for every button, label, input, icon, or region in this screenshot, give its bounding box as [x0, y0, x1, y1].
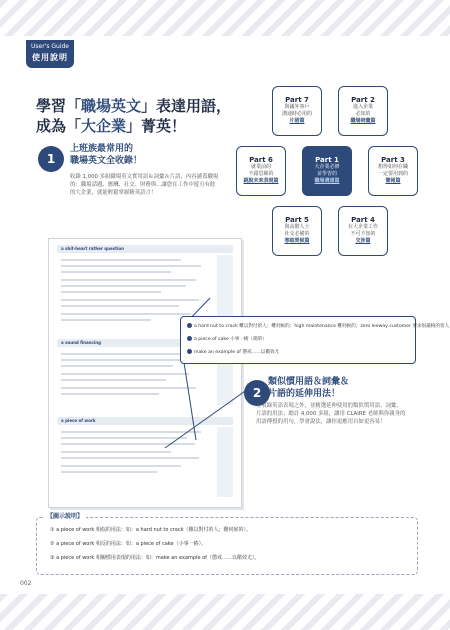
page-number: 002: [20, 580, 32, 587]
callout-row-2: a piece of cake 小事一樁（簡單）: [187, 336, 267, 342]
point2-title: 類似慣用語＆詞彙＆ 片語的延伸用法！: [268, 377, 350, 399]
doc-section-3-title: a piece of work: [61, 418, 96, 423]
hex-part7: Part 7 與國外客戶 溝通時必用的 片語篇: [272, 86, 322, 136]
hex-part4: Part 4 在大企業工作 不可不知的 交涉篇: [338, 206, 388, 256]
headline-highlight-1: 職場英文: [81, 97, 142, 115]
headline-highlight-2: 大企業: [81, 117, 127, 135]
point1-title: 上班族最常用的 職場英文全收錄！: [70, 144, 143, 166]
legend-row-2: ② a piece of work 相反的用法：如：a piece of cake（小事一樁）。: [50, 541, 207, 547]
hex-part5: Part 5 與高階人士 社交必備的 寒暄問候篇: [272, 206, 322, 256]
hex-part6: Part 6 就業前的 不錯思維的 跳脫未來表現篇: [236, 146, 286, 196]
example-callout: [180, 316, 450, 364]
hex-part1: Part 1 大企業必修 並學習的 職場溝通篇: [302, 146, 352, 196]
doc-section-2-title: a sound financing: [61, 340, 101, 345]
point2-body: 在收錄英語表現之外，並精選延伸使用的類似慣用語、詞彙、片語的用法；總計 4,000 多組，讓用 CLAIRE 老師與你親身的用語傳授的用句，學會說法，讓你更應用自如更容易！: [256, 403, 406, 425]
legend-title: 【圖示說明】: [44, 511, 86, 520]
guide-en: User's Guide: [31, 43, 69, 50]
callout-row-3: make an example of 懲戒……以儆效尤: [187, 349, 279, 355]
legend-row-3: ③ a piece of work 相關慣用表現的用法：如：make an example of（懲戒……以儆效尤）。: [50, 555, 260, 561]
guide-zh: 使用說明: [32, 53, 68, 62]
hex-part2: Part 2 進入企業 必知的 職場詞彙篇: [338, 86, 388, 136]
doc-section-1-title: a shit-heart rather question: [61, 246, 124, 251]
point1-badge: POINT 1: [38, 146, 64, 172]
legend-row-1: ① a piece of work 相似的用法：如：a hard nut to crack（難以對付的人；難伺候的）。: [50, 527, 252, 533]
point1-body: 收錄 1,000 多組職場英文實用語＆詞彙＆片語，內容涵蓋職場的：職場話題、應酬、社交、財務與...讓您在工作中遊刃有餘的大企業，就能輕鬆掌握精英語言！: [70, 174, 219, 196]
hex-part3: Part 3 想得如何在職 一定要用到的 簡報篇: [368, 146, 418, 196]
headline: 學習「職場英文」表達用語， 成為「大企業」菁英！: [36, 97, 232, 135]
callout-row-1: a hard nut to crack 難以對付的人；難伺候的；high maintenance 難伺候的；zero leeway customer 要求很嚴格的客人: [187, 323, 449, 329]
point2-badge: POINT 2: [244, 380, 270, 406]
